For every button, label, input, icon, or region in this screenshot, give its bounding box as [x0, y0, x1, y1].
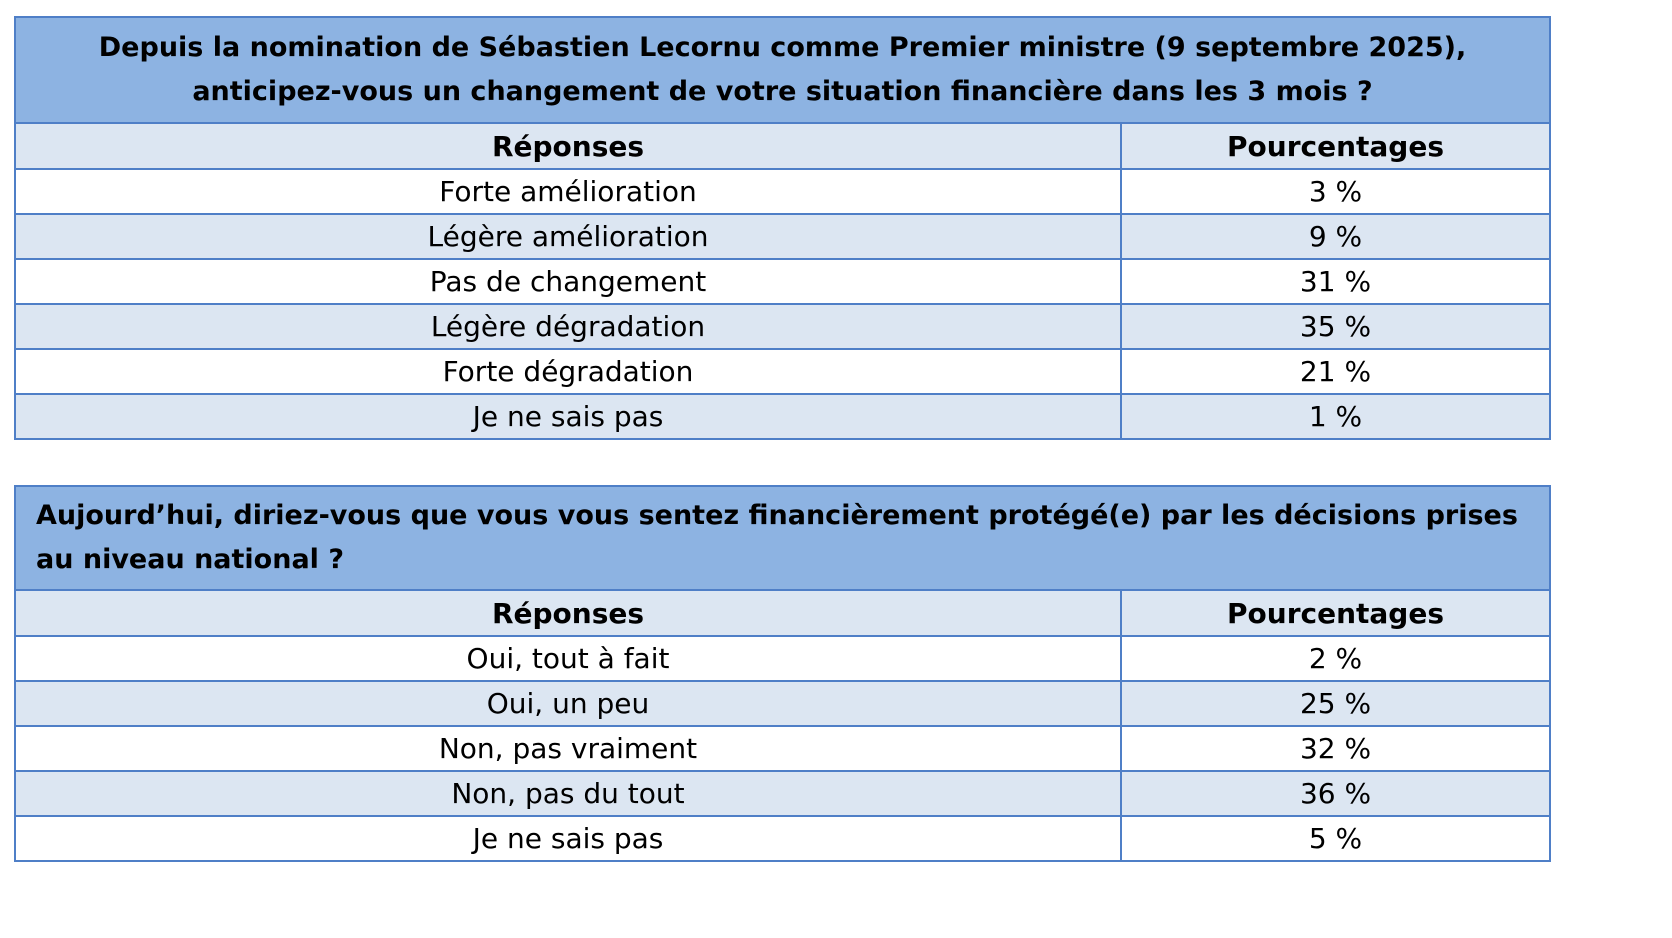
question-line-2: au niveau national ? [36, 544, 344, 575]
column-header-percentages: Pourcentages [1121, 123, 1550, 169]
response-label: Légère amélioration [15, 214, 1121, 259]
table-row [15, 816, 1550, 861]
response-percentage: 32 % [1121, 726, 1550, 771]
response-label: Forte dégradation [15, 349, 1121, 394]
table-row [15, 394, 1550, 439]
column-header-responses: Réponses [15, 123, 1121, 169]
column-header-percentages: Pourcentages [1121, 590, 1550, 636]
response-label: Je ne sais pas [15, 394, 1121, 439]
question-line-2: anticipez-vous un changement de votre situation financière dans les 3 mois ? [192, 76, 1373, 107]
response-percentage: 31 % [1121, 259, 1550, 304]
question-header [15, 17, 1550, 123]
table-row [15, 214, 1550, 259]
question-line-1: Aujourd’hui, diriez-vous que vous vous sentez financièrement protégé(e) par les décisions prises [36, 500, 1518, 531]
response-label: Non, pas vraiment [15, 726, 1121, 771]
table-row [15, 169, 1550, 214]
response-percentage: 35 % [1121, 304, 1550, 349]
response-percentage: 9 % [1121, 214, 1550, 259]
response-percentage: 5 % [1121, 816, 1550, 861]
table-row [15, 349, 1550, 394]
response-percentage: 3 % [1121, 169, 1550, 214]
table-row [15, 636, 1550, 681]
response-percentage: 25 % [1121, 681, 1550, 726]
response-label: Forte amélioration [15, 169, 1121, 214]
table-row [15, 259, 1550, 304]
survey-table-1 [14, 16, 1551, 440]
response-label: Légère dégradation [15, 304, 1121, 349]
table-row [15, 304, 1550, 349]
response-percentage: 1 % [1121, 394, 1550, 439]
response-percentage: 2 % [1121, 636, 1550, 681]
question-line-1: Depuis la nomination de Sébastien Lecornu comme Premier ministre (9 septembre 2025), [98, 32, 1467, 63]
response-label: Oui, un peu [15, 681, 1121, 726]
response-label: Oui, tout à fait [15, 636, 1121, 681]
response-percentage: 21 % [1121, 349, 1550, 394]
table-row [15, 771, 1550, 816]
survey-table-2 [14, 485, 1551, 862]
response-label: Pas de changement [15, 259, 1121, 304]
table-row [15, 726, 1550, 771]
column-header-responses: Réponses [15, 590, 1121, 636]
response-label: Non, pas du tout [15, 771, 1121, 816]
response-label: Je ne sais pas [15, 816, 1121, 861]
question-header [15, 486, 1550, 590]
response-percentage: 36 % [1121, 771, 1550, 816]
table-row [15, 681, 1550, 726]
